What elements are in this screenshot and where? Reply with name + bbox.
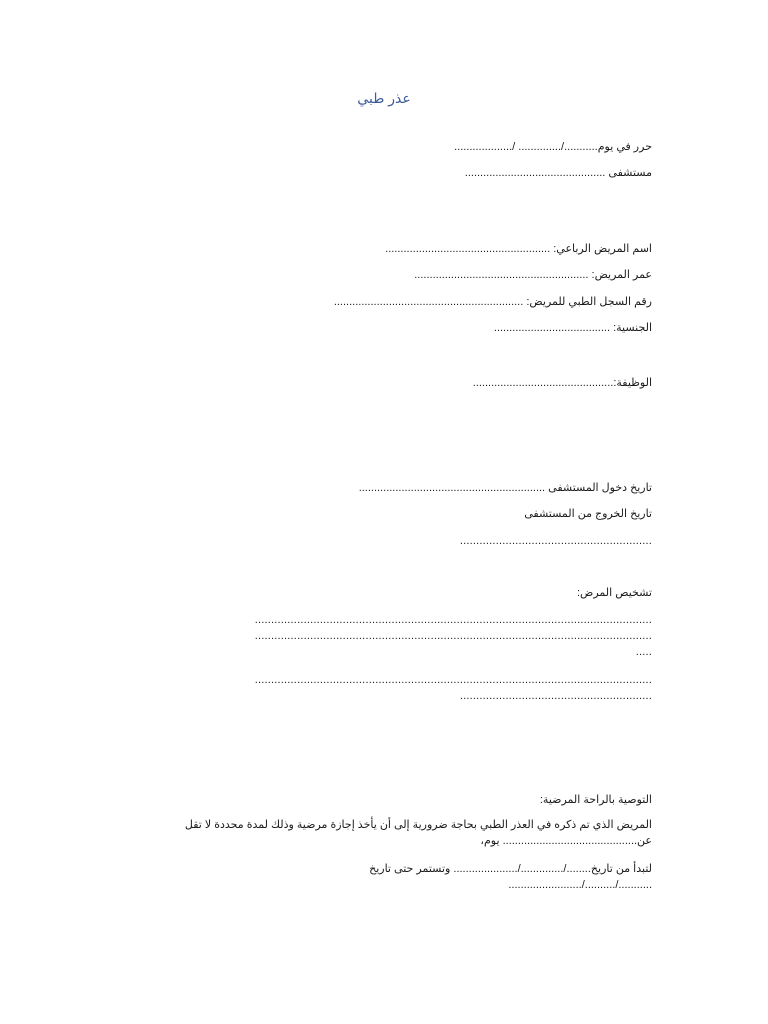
- patient-name-line: اسم المريض الرباعي: ......................................................: [385, 243, 652, 255]
- recommendation-label: التوصية بالراحة المرضية:: [539, 794, 652, 806]
- job-line: الوظيفة:..............................................: [472, 377, 652, 389]
- diagnosis-line-2: ..........................................................................................................................: [254, 630, 652, 642]
- diagnosis-line-4: ..........................................................................................................................: [254, 674, 652, 686]
- issued-on-line: حرر في يوم.........../.............. /...................: [454, 141, 652, 153]
- hospital-line: مستشفى ..............................................: [464, 167, 652, 179]
- document-title: عذر طبي: [357, 90, 411, 106]
- start-date-line-1: لتبدأ من تاريخ......../............../..................... وتستمر حتى تاريخ: [369, 863, 652, 875]
- patient-age-line: عمر المريض: .........................................................: [414, 269, 652, 281]
- recommendation-text-2: عن............................................ يوم،: [480, 835, 652, 847]
- discharge-date-label: تاريخ الخروج من المستشفى: [524, 508, 652, 520]
- diagnosis-line-5: ...........................................................: [459, 690, 652, 702]
- nationality-line: الجنسية: ......................................: [493, 322, 652, 334]
- discharge-date-dots: ...........................................................: [459, 535, 652, 547]
- start-date-line-2: .........../........../........................: [508, 879, 652, 891]
- diagnosis-label: تشخيص المرض:: [576, 587, 652, 599]
- medical-record-line: رقم السجل الطبي للمريض: ..............................................................: [333, 296, 652, 308]
- recommendation-text-1: المريض الذي تم ذكره في العذر الطبي بحاجة ضرورية إلى أن يأخذ إجازة مرضية وذلك لمدة محددة لا تقل: [184, 819, 652, 831]
- admission-date-line: تاريخ دخول المستشفى .............................................................: [358, 482, 652, 494]
- diagnosis-line-3: .....: [635, 646, 652, 658]
- diagnosis-line-1: ..........................................................................................................................: [254, 614, 652, 626]
